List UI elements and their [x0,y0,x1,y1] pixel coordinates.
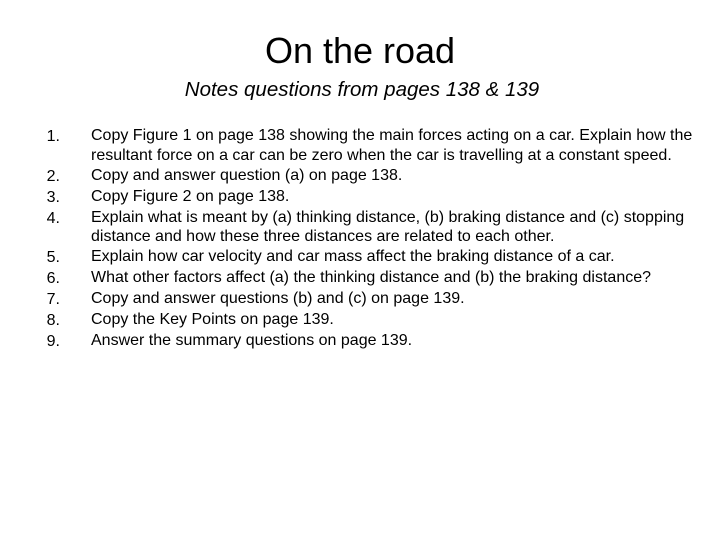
list-item [40,166,700,187]
item-text: Copy and answer questions (b) and (c) on page 139. [91,290,465,308]
item-text: Copy Figure 1 on page 138 showing the main forces acting on a car. Explain how the resultant force on a car can be zero when the car is travelling at a constant speed. [91,127,693,164]
item-number: 2. [46,167,60,185]
slide-subtitle: Notes questions from pages 138 & 139 [184,78,540,101]
item-number: 4. [46,209,60,227]
item-number: 7. [46,291,60,309]
slide-title: On the road [264,30,456,71]
item-text: What other factors affect (a) the thinking distance and (b) the braking distance? [91,269,652,287]
list-item [40,247,700,268]
item-text: Copy and answer question (a) on page 138. [91,166,403,184]
item-text: Copy Figure 2 on page 138. [91,187,290,205]
list-item [40,268,700,289]
question-list [40,126,700,352]
list-item [40,289,700,310]
item-number: 3. [46,188,60,206]
item-text: Answer the summary questions on page 139. [91,332,413,350]
list-item [40,331,700,352]
item-number: 6. [46,270,60,288]
item-text: Explain how car velocity and car mass affect the braking distance of a car. [91,248,615,266]
item-text: Explain what is meant by (a) thinking distance, (b) braking distance and (c) stopping distance and how these three distances are related to each other. [91,208,685,246]
list-item [40,310,700,331]
list-item [40,208,700,247]
item-number: 9. [46,333,60,351]
item-number: 1. [46,128,60,145]
item-text: Copy the Key Points on page 139. [91,311,334,329]
item-number: 5. [46,249,60,267]
list-item [40,126,700,165]
item-number: 8. [46,312,60,330]
list-item [40,187,700,208]
